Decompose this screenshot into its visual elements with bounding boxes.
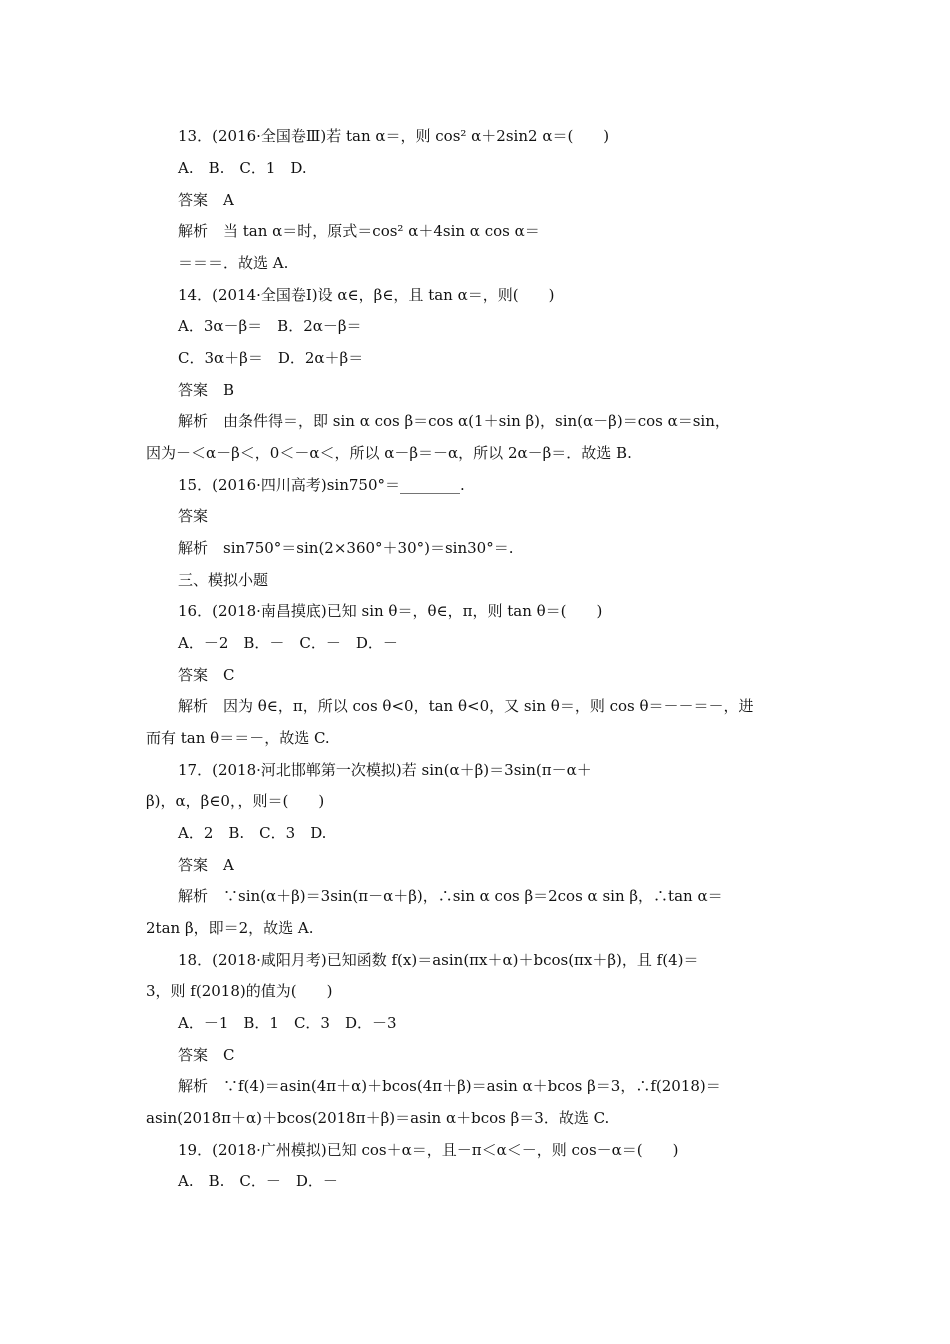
- text-line: 而有 tan θ＝＝－，故选 C.: [146, 729, 330, 747]
- text-line: 19．(2018·广州模拟)已知 cos＋α＝，且－π＜α＜－，则 cos－α＝( ): [178, 1141, 679, 1159]
- text-line: asin(2018π＋α)＋bcos(2018π＋β)＝asin α＋bcos β＝3．故选 C.: [146, 1109, 610, 1127]
- text-line: A. B. C．1 D.: [178, 159, 307, 177]
- text-line: 答案 C: [178, 666, 235, 684]
- text-line: 解析 sin750°＝sin(2×360°＋30°)＝sin30°＝.: [178, 539, 514, 557]
- text-line: 18．(2018·咸阳月考)已知函数 f(x)＝asin(πx＋α)＋bcos(πx＋β)，且 f(4)＝: [178, 951, 699, 969]
- text-line: 解析 ∵f(4)＝asin(4π＋α)＋bcos(4π＋β)＝asin α＋bcos β＝3，∴f(2018)＝: [178, 1077, 721, 1095]
- text-line: C．3α＋β＝ D．2α＋β＝: [178, 349, 364, 367]
- text-line: A．2 B. C．3 D.: [178, 824, 327, 842]
- text-line: 13．(2016·全国卷Ⅲ)若 tan α＝，则 cos² α＋2sin2 α＝( ): [178, 127, 610, 145]
- text-line: 14．(2014·全国卷Ⅰ)设 α∈，β∈，且 tan α＝，则( ): [178, 286, 555, 304]
- text-line: 15．(2016·四川高考)sin750°＝________.: [178, 476, 465, 494]
- text-line: 解析 因为 θ∈，π，所以 cos θ<0，tan θ<0，又 sin θ＝，则 cos θ＝－－＝－，进: [178, 697, 754, 715]
- text-line: 16．(2018·南昌摸底)已知 sin θ＝，θ∈，π，则 tan θ＝( ): [178, 602, 603, 620]
- text-line: 解析 ∵sin(α＋β)＝3sin(π－α＋β)，∴sin α cos β＝2cos α sin β，∴tan α＝: [178, 887, 723, 905]
- text-line: 解析 当 tan α＝时，原式＝cos² α＋4sin α cos α＝: [178, 222, 540, 240]
- text-line: 答案 C: [178, 1046, 235, 1064]
- text-line: A．3α－β＝ B．2α－β＝: [178, 317, 362, 335]
- text-line: 答案 B: [178, 381, 235, 399]
- text-line: 三、模拟小题: [178, 571, 269, 589]
- text-line: A．－1 B．1 C．3 D．－3: [178, 1014, 397, 1032]
- text-line: 2tan β，即＝2，故选 A.: [146, 919, 314, 937]
- text-line: 17．(2018·河北邯郸第一次模拟)若 sin(α＋β)＝3sin(π－α＋: [178, 761, 592, 779]
- text-line: 因为－＜α－β＜，0＜－α＜，所以 α－β＝－α，所以 2α－β＝．故选 B.: [146, 444, 632, 462]
- text-line: 答案 A: [178, 191, 234, 209]
- text-line: 解析 由条件得＝，即 sin α cos β＝cos α(1＋sin β)，sin(α－β)＝cos α＝sin，: [178, 412, 730, 430]
- text-line: 3，则 f(2018)的值为( ): [146, 982, 333, 1000]
- text-line: ＝＝＝．故选 A.: [178, 254, 289, 272]
- text-line: A．－2 B．－ C．－ D．－: [178, 634, 398, 652]
- text-line: 答案: [178, 507, 209, 525]
- text-line: β)，α，β∈0，，则＝( ): [146, 792, 325, 810]
- text-line: 答案 A: [178, 856, 234, 874]
- text-line: A. B. C．－ D．－: [178, 1172, 338, 1190]
